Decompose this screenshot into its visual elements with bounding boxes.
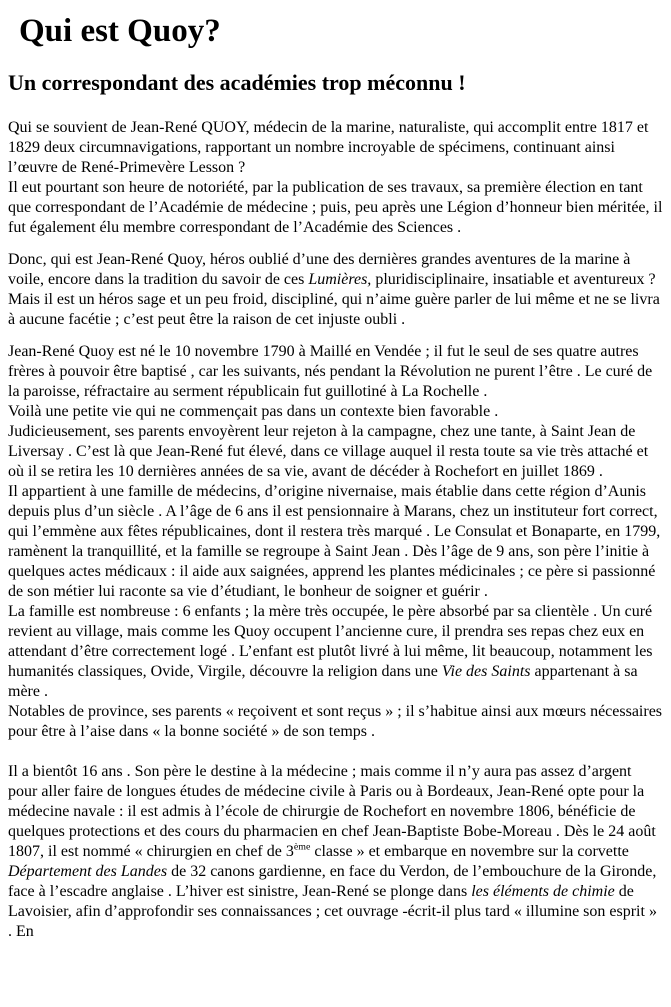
article-body (8, 118, 663, 942)
paragraph (8, 118, 663, 238)
text-run: Qui se souvient de Jean-René QUOY, médecin de la marine, naturaliste, qui accomplit entre 1817 et 1829 deux circumnavigations, rapportant un nombre incroyable de spécimens, continuant ainsi l’œuvre de René-Primevère Lesson ? (8, 119, 649, 176)
text-run: appartenant à sa mère . (8, 663, 638, 700)
text-run: Donc, qui est Jean-René Quoy, héros oublié d’une des dernières grandes aventures de la marine à voile, encore dans la tradition du savoir de ces (8, 251, 631, 288)
text-run-sup: ème (293, 841, 311, 853)
paragraph (8, 250, 663, 330)
text-run: Mais il est un héros sage et un peu froid, discipliné, qui n’aime guère parler de lui même et ne se livra à aucune facétie ; c’est peut être la raison de cet injuste oubli . (8, 291, 660, 328)
paragraph (8, 342, 663, 742)
text-block (8, 702, 663, 742)
text-block (8, 178, 663, 238)
text-run: Notables de province, ses parents « reçoivent et sont reçus » ; il s’habitue ainsi aux mœurs nécessaires pour être à l’aise dans « la bonne société » de son temps . (8, 703, 663, 740)
text-run-italic: Département des Landes (8, 863, 168, 880)
page-subtitle: Un correspondant des académies trop méconnu ! (8, 70, 466, 95)
text-run: Il eut pourtant son heure de notoriété, par la publication de ses travaux, sa première élection en tant que correspondant de l’Académie de médecine ; puis, peu après une Légion d’honneur bien méritée, il fut également élu membre correspondant de l’Académie des Sciences . (8, 179, 663, 236)
text-run-italic: Lumières, (308, 271, 372, 288)
text-run: La famille est nombreuse : 6 enfants ; la mère très occupée, le père absorbé par sa clientèle . Un curé revient au village, mais comme les Quoy occupent l’ancienne cure, il prendra ses repas chez eux en attendant d’être correctement logé . L’enfant est plutôt livré à lui même, lit beaucoup, notamment les humanités classiques, Ovide, Virgile, découvre la religion dans une (8, 603, 653, 680)
text-run: Jean-René Quoy est né le 10 novembre 1790 à Maillé en Vendée ; il fut le seul de ses quatre autres frères à pouvoir être baptisé , car les suivants, nés pendant la Révolution ne purent l’être . Le curé de la paroisse, réfractaire au serment républicain fut guillotiné à La Rochelle . (8, 343, 653, 400)
text-block (8, 342, 663, 402)
text-block (8, 482, 663, 602)
text-run: de Lavoisier, afin d’approfondir ses connaissances ; cet ouvrage -écrit-il plus tard « illumine son esprit » . En (8, 883, 657, 940)
text-block (8, 250, 663, 290)
text-run: Voilà une petite vie qui ne commençait pas dans un contexte bien favorable . (8, 403, 499, 420)
text-run: Judicieusement, ses parents envoyèrent leur rejeton à la campagne, chez une tante, à Saint Jean de Liversay . C’est là que Jean-René fut élevé, dans ce village auquel il resta toute sa vie très attaché et où il se retira les 10 dernières années de sa vie, avant de décéder à Rochefort en juillet 1869 . (8, 423, 649, 480)
text-run: de 32 canons gardienne, en face du Verdon, de l’embouchure de la Gironde, face à l’escadre anglaise . L’hiver est sinistre, Jean-René se plonge dans (8, 863, 657, 900)
text-run: Il a bientôt 16 ans . Son père le destine à la médecine ; mais comme il n’y aura pas assez d’argent pour aller faire de longues études de médecine civile à Paris ou à Bordeaux, Jean-René opte pour la médecine navale : il est admis à l’école de chirurgie de Rochefort en novembre 1806, bénéficie de quelques protections et des cours du pharmacien en chef Jean-Baptiste Bobe-Moreau . Dès le 24 août 1807, il est nommé « chirurgien en chef de 3 (8, 763, 656, 860)
text-block (8, 290, 663, 330)
paragraph (8, 762, 663, 942)
text-run: classe » et embarque en novembre sur la corvette (310, 843, 629, 860)
text-run-italic: Vie des Saints (441, 663, 531, 680)
text-block (8, 762, 663, 942)
page-title: Qui est Quoy? (19, 13, 221, 49)
text-block (8, 602, 663, 702)
text-block (8, 118, 663, 178)
text-block (8, 402, 663, 422)
text-run: pluridisciplinaire, insatiable et aventureux ? (371, 271, 656, 288)
text-block (8, 422, 663, 482)
text-run: Il appartient à une famille de médecins, d’origine nivernaise, mais établie dans cette région d’Aunis depuis plus d’un siècle . A l’âge de 6 ans il est pensionnaire à Marans, chez un instituteur fort correct, qui l’emmène aux fêtes républicaines, dont il restera très marqué . Le Consulat et Bonaparte, en 1799, ramènent la tranquillité, et la famille se regroupe à Saint Jean . Dès l’âge de 9 ans, son père l’initie à quelques actes médicaux : il aide aux saignées, apprend les plantes médicinales ; ce père si passionné de son métier lui raconte sa vie d’étudiant, le bonheur de soigner et guérir . (8, 483, 661, 600)
text-run-italic: les éléments de chimie (471, 883, 615, 900)
